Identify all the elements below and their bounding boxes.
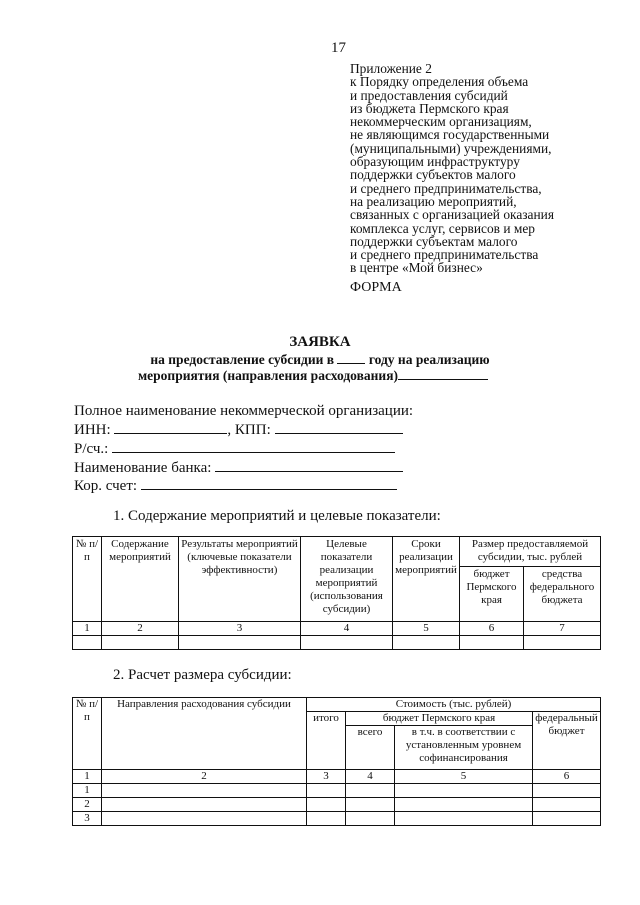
column-number: 4 xyxy=(346,770,395,784)
direction-blank[interactable] xyxy=(398,368,488,380)
empty-cell[interactable] xyxy=(533,798,601,812)
appendix-line: поддержки субъектов малого xyxy=(350,167,516,183)
header-all: всего xyxy=(346,726,395,770)
table-row xyxy=(73,784,601,798)
document-title: ЗАЯВКА xyxy=(289,334,351,350)
bank-field[interactable] xyxy=(215,460,403,472)
bank-line xyxy=(74,460,403,477)
column-number: 6 xyxy=(460,622,524,636)
column-number: 5 xyxy=(395,770,533,784)
column-number: 5 xyxy=(393,622,460,636)
bank-label: Наименование банка: xyxy=(74,460,212,476)
year-blank[interactable] xyxy=(337,352,365,364)
activities-table xyxy=(72,536,601,650)
appendix-line: и среднего предпринимательства xyxy=(350,247,539,263)
column-number: 6 xyxy=(533,770,601,784)
empty-cell[interactable] xyxy=(307,798,346,812)
row-number: 3 xyxy=(73,812,102,826)
header-content: Содержание мероприятий xyxy=(102,537,179,622)
document-subtitle xyxy=(0,352,640,384)
appendix-line: к Порядку определения объема xyxy=(350,74,529,90)
column-number: 3 xyxy=(179,622,301,636)
inn-field[interactable] xyxy=(114,422,227,434)
subtitle-text-end: году на реализацию xyxy=(368,352,490,367)
empty-cell[interactable] xyxy=(102,812,307,826)
header-total: итого xyxy=(307,712,346,770)
subtitle-text-line2: мероприятия (направления расходования) xyxy=(137,368,398,383)
column-number: 1 xyxy=(73,770,102,784)
empty-cell[interactable] xyxy=(395,784,533,798)
empty-cell[interactable] xyxy=(179,636,301,650)
column-number: 1 xyxy=(73,622,102,636)
subtitle-line-1 xyxy=(0,352,640,368)
appendix-line: в центре «Мой бизнес» xyxy=(350,260,483,276)
section-1-heading: 1. Содержание мероприятий и целевые показатели: xyxy=(113,508,441,524)
form-label: ФОРМА xyxy=(350,280,402,295)
empty-cell[interactable] xyxy=(346,798,395,812)
empty-cell[interactable] xyxy=(307,812,346,826)
empty-cell[interactable] xyxy=(524,636,601,650)
column-number: 2 xyxy=(102,622,179,636)
corr-account-line xyxy=(74,478,397,495)
column-number: 4 xyxy=(301,622,393,636)
header-num: № п/п xyxy=(73,537,102,622)
section-2-heading: 2. Расчет размера субсидии: xyxy=(113,667,292,683)
header-results: Результаты мероприятий (ключевые показатели эффективности) xyxy=(179,537,301,622)
header-terms: Сроки реализации мероприятий xyxy=(393,537,460,622)
kpp-label: , КПП: xyxy=(227,422,271,438)
header-regional-budget: бюджет Пермского края xyxy=(346,712,533,726)
appendix-line: не являющимся государственными xyxy=(350,127,550,143)
column-number: 7 xyxy=(524,622,601,636)
appendix-line: и среднего предпринимательства, xyxy=(350,180,542,196)
empty-cell[interactable] xyxy=(73,636,102,650)
empty-cell[interactable] xyxy=(533,812,601,826)
corr-account-field[interactable] xyxy=(141,478,397,490)
org-name-label: Полное наименование некоммерческой организации: xyxy=(74,403,414,419)
header-regional-budget: бюджет Пермского края xyxy=(460,567,524,622)
empty-cell[interactable] xyxy=(346,784,395,798)
appendix-note xyxy=(350,62,630,275)
empty-cell[interactable] xyxy=(346,812,395,826)
appendix-line: Приложение 2 xyxy=(350,61,432,76)
header-federal-budget: средства федерального бюджета xyxy=(524,567,601,622)
account-line xyxy=(74,441,395,458)
inn-kpp-line xyxy=(74,422,403,439)
empty-cell[interactable] xyxy=(301,636,393,650)
appendix-line: на реализацию мероприятий, xyxy=(350,193,517,209)
appendix-line: (муниципальными) учреждениями, xyxy=(350,140,552,156)
account-label: Р/сч.: xyxy=(74,441,109,457)
appendix-line: и предоставления субсидий xyxy=(350,87,508,103)
subtitle-line-2 xyxy=(0,368,640,384)
header-amount: Размер предоставляемой субсидии, тыс. рублей xyxy=(460,537,601,567)
empty-cell[interactable] xyxy=(395,812,533,826)
header-cofinancing: в т.ч. в соответствии с установленным уровнем софинансирования xyxy=(395,726,533,770)
table-row xyxy=(73,812,601,826)
appendix-line: образующим инфраструктуру xyxy=(350,154,520,170)
appendix-line: связанных с организацией оказания xyxy=(350,207,554,223)
header-directions: Направления расходования субсидии xyxy=(102,698,307,770)
appendix-line: комплекса услуг, сервисов и мер xyxy=(350,220,535,236)
header-federal-budget: федеральный бюджет xyxy=(533,712,601,770)
empty-cell[interactable] xyxy=(460,636,524,650)
kpp-field[interactable] xyxy=(275,422,403,434)
table-row xyxy=(73,636,601,650)
appendix-line: поддержки субъектам малого xyxy=(350,233,518,249)
empty-cell[interactable] xyxy=(102,798,307,812)
corr-account-label: Кор. счет: xyxy=(74,478,138,494)
empty-cell[interactable] xyxy=(307,784,346,798)
empty-cell[interactable] xyxy=(533,784,601,798)
empty-cell[interactable] xyxy=(393,636,460,650)
empty-cell[interactable] xyxy=(395,798,533,812)
header-targets: Целевые показатели реализации мероприятий (использования субсидии) xyxy=(301,537,393,622)
row-number: 1 xyxy=(73,784,102,798)
page-number: 17 xyxy=(331,40,346,56)
empty-cell[interactable] xyxy=(102,784,307,798)
inn-label: ИНН: xyxy=(74,422,111,438)
header-cost: Стоимость (тыс. рублей) xyxy=(307,698,601,712)
column-number: 2 xyxy=(102,770,307,784)
subsidy-calculation-table xyxy=(72,697,601,826)
appendix-line: некоммерческим организациям, xyxy=(350,114,532,130)
table-row xyxy=(73,798,601,812)
empty-cell[interactable] xyxy=(102,636,179,650)
column-number: 3 xyxy=(307,770,346,784)
header-num: № п/п xyxy=(73,698,102,770)
row-number: 2 xyxy=(73,798,102,812)
subtitle-text-start: на предоставление субсидии в xyxy=(150,352,335,367)
appendix-line: из бюджета Пермского края xyxy=(350,100,509,116)
account-field[interactable] xyxy=(112,441,395,453)
